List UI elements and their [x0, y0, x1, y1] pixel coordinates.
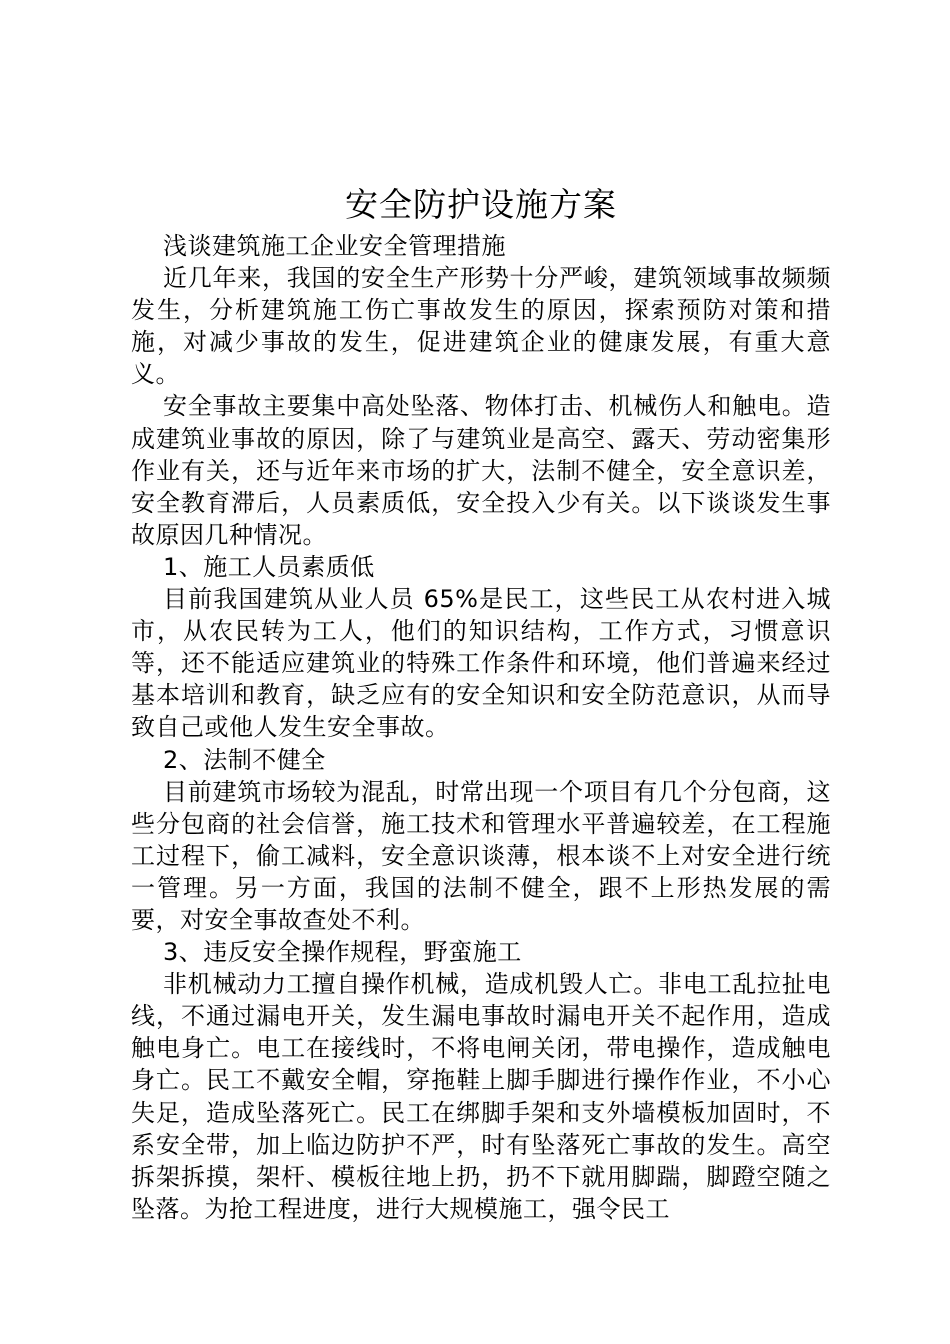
section-text-3: 非机械动力工擅自操作机械，造成机毁人亡。非电工乱拉扯电线，不通过漏电开关，发生漏电事故时漏电开关不起作用，造成触电身亡。电工在接线时，不将电闸关闭，带电操作，造成触电身亡。民工不戴安全帽，穿拖鞋上脚手脚进行操作作业，不小心失足，造成坠落死亡。民工在绑脚手架和支外墙模板加固时，不系安全带，加上临边防护不严，时有坠落死亡事故的发生。高空拆架拆摸，架杆、模板往地上扔，扔不下就用脚踹，脚蹬空随之坠落。为抢工程进度，进行大规模施工，强令民工 [131, 970, 831, 1223]
section-heading-3: 3、违反安全操作规程，野蛮施工 [163, 938, 522, 967]
document-title: 安全防护设施方案 [345, 185, 617, 224]
document-subtitle: 浅谈建筑施工企业安全管理措施 [163, 232, 506, 260]
section-text-1: 目前我国建筑从业人员 65%是民工，这些民工从农村进入城市，从农民转为工人，他们的知识结构，工作方式，习惯意识等，还不能适应建筑业的特殊工作条件和环境，他们普遍来经过基本培训和教育，缺乏应有的安全知识和安全防范意识，从而导致自己或他人发生安全事故。 [131, 585, 831, 742]
section-heading-2: 2、法制不健全 [163, 745, 326, 774]
paragraph-accident-causes: 安全事故主要集中高处坠落、物体打击、机械伤人和触电。造成建筑业事故的原因，除了与建筑业是高空、露天、劳动密集形作业有关，还与近年来市场的扩大，法制不健全，安全意识差，安全教育滞后，人员素质低，安全投入少有关。以下谈谈发生事故原因几种情况。 [131, 392, 831, 549]
paragraph-intro: 近几年来，我国的安全生产形势十分严峻，建筑领域事故频频发生，分析建筑施工伤亡事故发生的原因，探索预防对策和措施，对减少事故的发生，促进建筑企业的健康发展，有重大意义。 [131, 264, 831, 389]
section-heading-1: 1、施工人员素质低 [163, 552, 375, 581]
document-page [131, 180, 831, 1225]
section-text-2: 目前建筑市场较为混乱，时常出现一个项目有几个分包商，这些分包商的社会信誉，施工技术和管理水平普遍较差，在工程施工过程下，偷工减料，安全意识谈薄，根本谈不上对安全进行统一管理。另一方面，我国的法制不健全，跟不上形热发展的需要，对安全事故查处不利。 [131, 777, 831, 934]
